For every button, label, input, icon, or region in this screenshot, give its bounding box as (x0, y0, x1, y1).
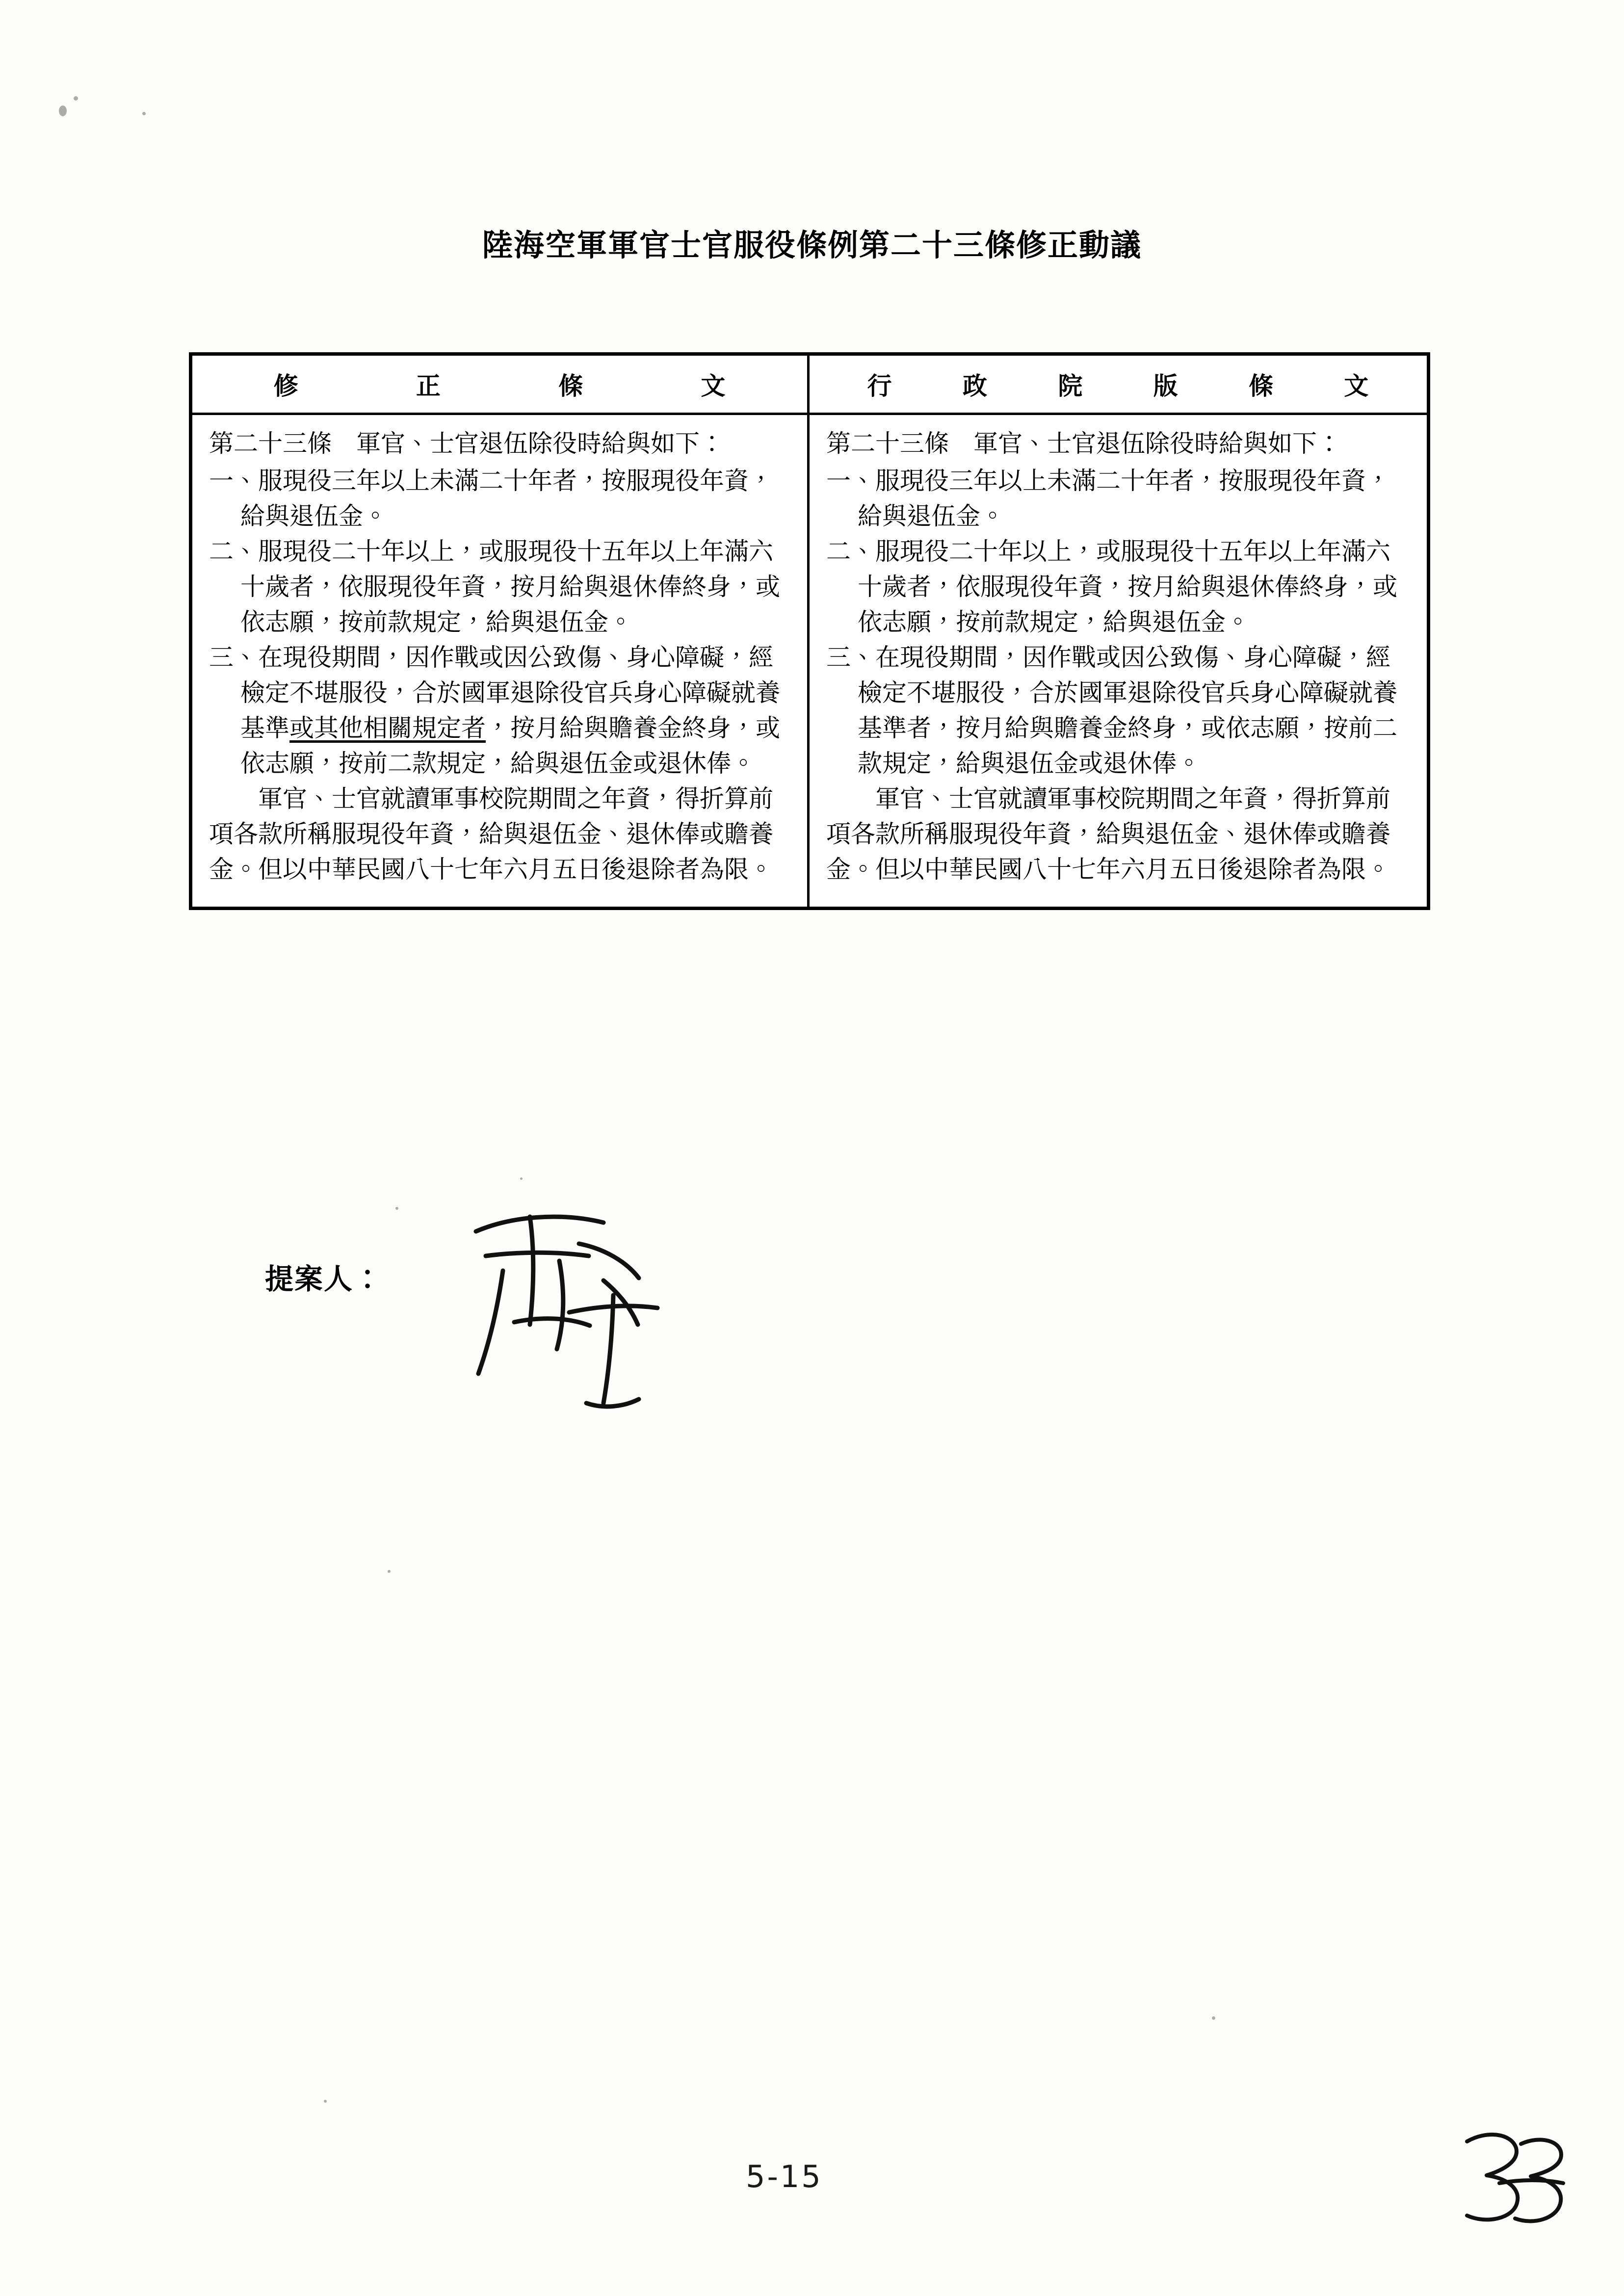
table-body-row (192, 415, 1427, 907)
ey-clause-3: 三、在現役期間，因作戰或因公致傷、身心障礙，經檢定不堪服役，合於國軍退除役官兵身心障礙就養基準者，按月給與贍養金終身，或依志願，按前二款規定，給與退伍金或退休俸。 (826, 643, 1397, 778)
header-right-char-5: 條 (1248, 371, 1274, 400)
header-left-char-4: 文 (701, 371, 726, 400)
table-header-row (192, 356, 1427, 415)
header-left-char-2: 正 (416, 371, 441, 400)
amended-tail-paragraph: 軍官、士官就讀軍事校院期間之年資，得折算前項各款所稱服現役年資，給與退伍金、退休俸或贍養金。但以中華民國八十七年六月五日後退除者為限。 (209, 784, 773, 884)
amended-clause-3-after: ，按月給與贍養金終身，或依志願，按前二款規定，給與退伍金或退休俸。 (240, 714, 780, 778)
scan-speck (74, 96, 78, 101)
proposer-label: 提案人： (265, 1262, 383, 1296)
amended-clause-1: 一、服現役三年以上未滿二十年者，按服現役年資，給與退伍金。 (209, 467, 773, 530)
scan-speck (142, 112, 146, 115)
scan-speck (1212, 2016, 1215, 2020)
amended-clause-3-before: 三、在現役期間，因作戰或因公致傷、身心障礙，經檢定不堪服役，合於國軍退除役官兵身心障礙就養基準 (209, 643, 780, 742)
scan-speck (59, 105, 67, 116)
amended-clause-3-underlined: 或其他相關規定者 (289, 714, 486, 742)
scan-speck (395, 1207, 398, 1210)
header-right-char-2: 政 (962, 371, 988, 400)
amended-article-heading: 第二十三條 軍官、士官退伍除役時給與如下： (209, 429, 724, 458)
ey-clause-2: 二、服現役二十年以上，或服現役十五年以上年滿六十歲者，依服現役年資，按月給與退休俸終身，或依志願，按前款規定，給與退伍金。 (826, 537, 1397, 636)
amended-clause-2: 二、服現役二十年以上，或服現役十五年以上年滿六十歲者，依服現役年資，按月給與退休俸終身，或依志願，按前款規定，給與退伍金。 (209, 537, 780, 636)
ey-clause-1: 一、服現役三年以上未滿二十年者，按服現役年資，給與退伍金。 (826, 467, 1390, 530)
amended-text-cell (192, 415, 810, 907)
header-right-char-3: 院 (1058, 371, 1083, 400)
header-right-char-1: 行 (867, 371, 892, 400)
scan-speck (324, 2100, 327, 2103)
amended-clause-3 (209, 640, 790, 781)
page-title: 陸海空軍軍官士官服役條例第二十三條修正動議 (482, 227, 1142, 263)
scan-speck (388, 1570, 391, 1573)
ey-tail-paragraph: 軍官、士官就讀軍事校院期間之年資，得折算前項各款所稱服現役年資，給與退伍金、退休俸或贍養金。但以中華民國八十七年六月五日後退除者為限。 (826, 784, 1390, 884)
comparison-table (189, 352, 1430, 910)
scan-speck (520, 1177, 523, 1180)
header-right-char-6: 文 (1344, 371, 1369, 400)
header-left-char-3: 條 (558, 371, 584, 400)
table-header-right (810, 356, 1427, 413)
corner-number-mark (1452, 2124, 1575, 2237)
header-right-char-4: 版 (1153, 371, 1179, 400)
table-header-left (192, 356, 810, 413)
page-number-mark: 5-15 (746, 2159, 823, 2194)
header-left-char-1: 修 (273, 371, 299, 400)
handwritten-signature (456, 1197, 682, 1413)
executive-yuan-text-cell (810, 415, 1427, 907)
ey-article-heading: 第二十三條 軍官、士官退伍除役時給與如下： (826, 429, 1341, 458)
